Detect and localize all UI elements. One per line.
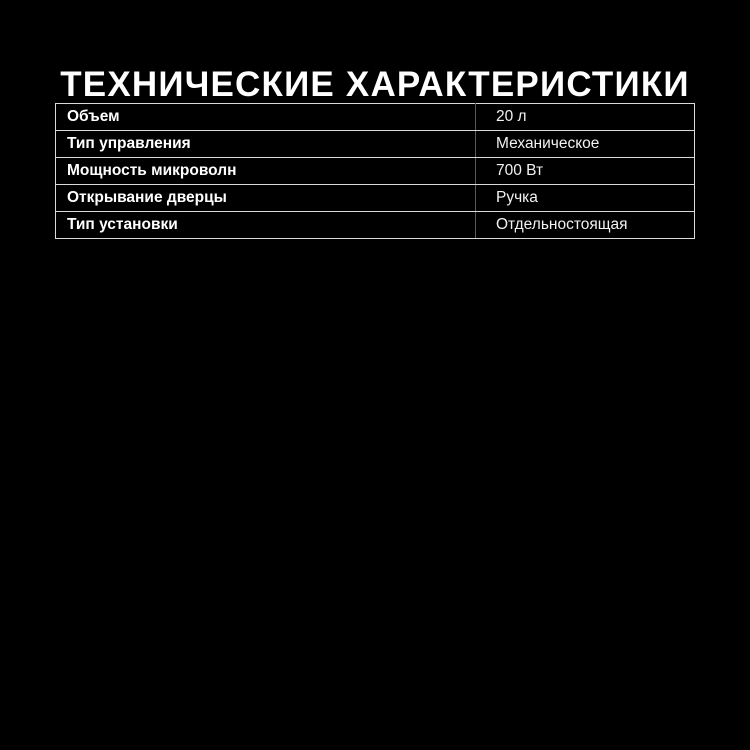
spec-value-microwave-power: 700 Вт	[476, 158, 695, 185]
specs-table	[55, 103, 695, 239]
spec-label-microwave-power: Мощность микроволн	[56, 158, 476, 185]
spec-value-installation-type: Отдельностоящая	[476, 212, 695, 239]
page-title: ТЕХНИЧЕСКИЕ ХАРАКТЕРИСТИКИ	[60, 65, 690, 105]
table-row	[56, 158, 695, 185]
spec-label-door-opening: Открывание дверцы	[56, 185, 476, 212]
spec-value-door-opening: Ручка	[476, 185, 695, 212]
spec-value-control-type: Механическое	[476, 131, 695, 158]
spec-value-volume: 20 л	[476, 104, 695, 131]
table-row	[56, 131, 695, 158]
table-row	[56, 104, 695, 131]
spec-label-volume: Объем	[56, 104, 476, 131]
table-row	[56, 185, 695, 212]
spec-label-control-type: Тип управления	[56, 131, 476, 158]
table-row	[56, 212, 695, 239]
spec-label-installation-type: Тип установки	[56, 212, 476, 239]
